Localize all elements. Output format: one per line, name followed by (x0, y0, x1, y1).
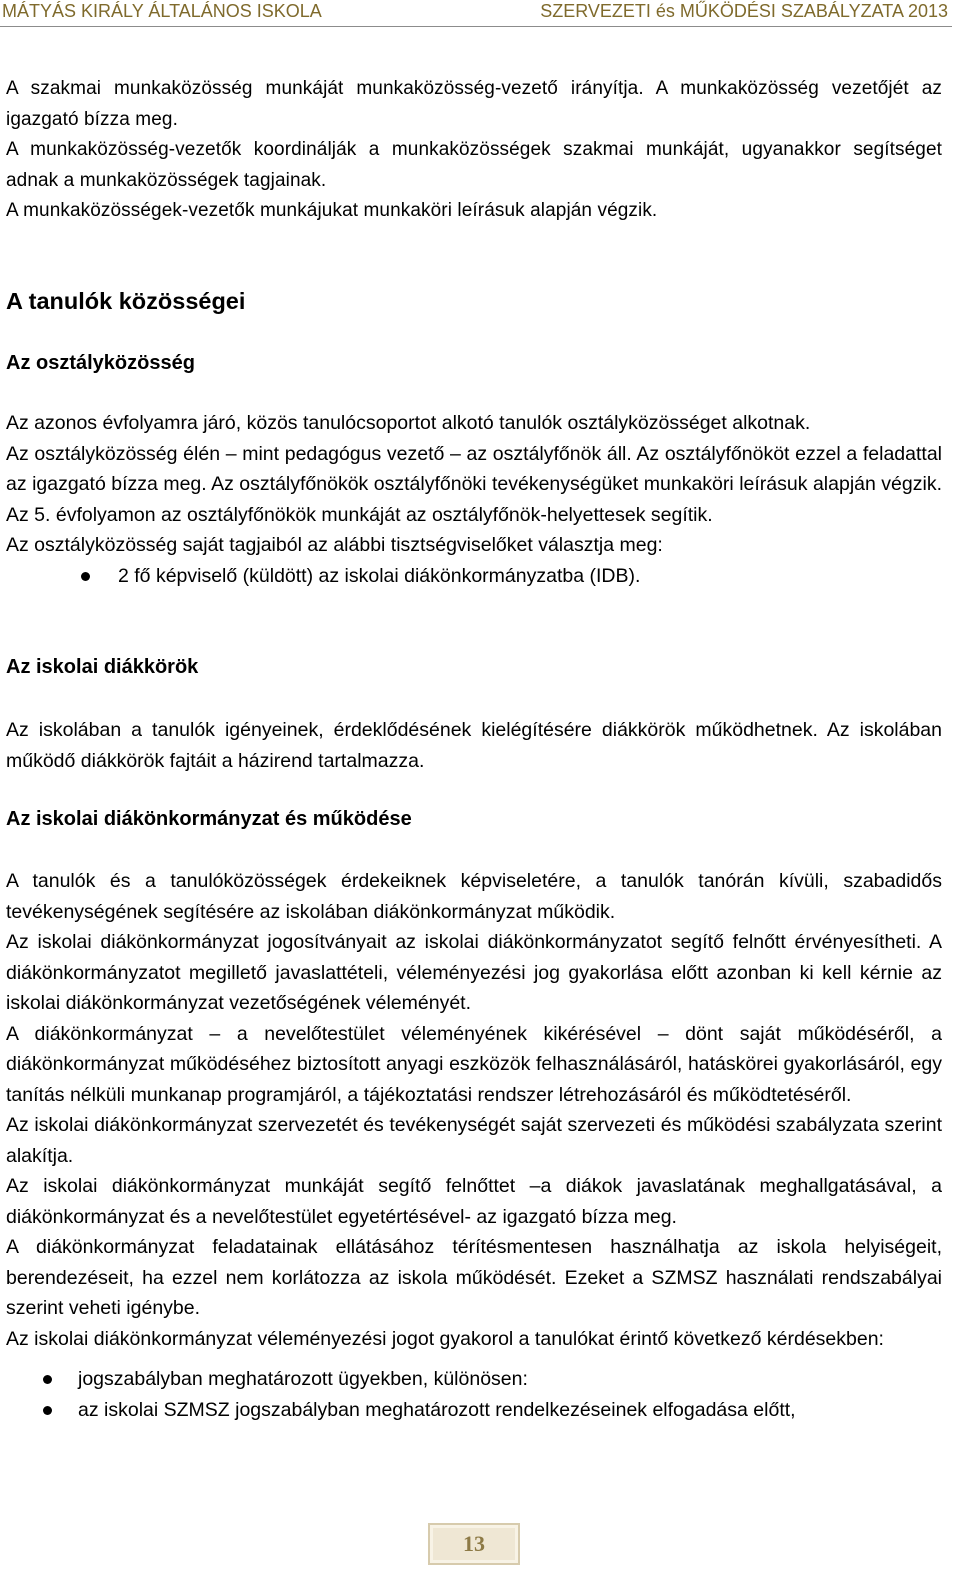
council-paragraph-2: Az iskolai diákönkormányzat jogosítványait az iskolai diákönkormányzatot segítő felnőtt érvényesítheti. A diákönkormányzatot megillető javaslattételi, véleményezési jog gyakorlása előtt azonban ki kell kérnie az iskolai diákönkormányzat vezetőségének véleményét. (6, 931, 942, 1014)
class-community-paragraph-3: Az osztályközösség saját tagjaiból az alábbi tisztségviselőket választja meg: (6, 534, 663, 556)
council-heading-block (6, 808, 942, 831)
council-paragraph-3: A diákönkormányzat – a nevelőtestület véleményének kikérésével – dönt saját működéséről, a diákönkormányzat működéséhez biztosított anyagi eszközök felhasználásáról, hatáskörei gyakorlásáról, egy tanítás nélküli munkanap programjáról, a tájékoztatási rendszer létrehozásáról és működtetéséről. (6, 1022, 942, 1106)
intro-paragraph-1: A szakmai munkaközösség munkáját munkaközösség-vezető irányítja. A munkaközösség vezetőjét az igazgató bízza meg. (6, 78, 942, 130)
class-community-heading-block (6, 352, 942, 375)
intro-section (6, 74, 942, 227)
class-community-paragraph-2: Az osztályközösség élén – mint pedagógus vezető – az osztályfőnök áll. Az osztályfőnököt ezzel a feladattal az igazgató bízza meg. Az osztályfőnökök osztályfőnöki tevékenységüket munkaköri leírásuk alapján végzik. Az 5. évfolyamon az osztályfőnökök munkáját az osztályfőnök-helyettesek segítik. (6, 442, 942, 526)
header-document-title: SZERVEZETI és MŰKÖDÉSI SZABÁLYZATA 2013 (540, 1, 948, 21)
list-item (6, 1364, 942, 1395)
clubs-heading-block (6, 656, 942, 679)
section-title: A tanulók közösségei (6, 288, 246, 314)
council-heading: Az iskolai diákönkormányzat és működése (6, 808, 412, 830)
class-community-heading: Az osztályközösség (6, 352, 195, 374)
list-item-text: az iskolai SZMSZ jogszabályban meghatározott rendelkezéseinek elfogadása előtt, (78, 1398, 796, 1421)
clubs-body (6, 715, 942, 776)
clubs-paragraph-1: Az iskolában a tanulók igényeinek, érdeklődésének kielégítésére diákkörök működhetnek. Az iskolában működő diákkörök fajtáit a házirend tartalmazza. (6, 719, 942, 772)
bullet-icon (43, 1375, 52, 1384)
class-community-list (6, 561, 942, 592)
council-paragraph-5: Az iskolai diákönkormányzat munkáját segítő felnőttet –a diákok javaslatának meghallgatásával, a diákönkormányzat és a nevelőtestület egyetértésével- az igazgató bízza meg. (6, 1175, 942, 1228)
bullet-icon (43, 1406, 52, 1415)
council-paragraph-7: Az iskolai diákönkormányzat véleményezési jogot gyakorol a tanulókat érintő következő kérdésekben: (6, 1327, 884, 1350)
list-item-text: jogszabályban meghatározott ügyekben, különösen: (78, 1368, 528, 1390)
page-number: 13 (428, 1523, 520, 1565)
page-header (0, 0, 952, 27)
list-item (6, 1395, 942, 1426)
clubs-heading: Az iskolai diákkörök (6, 656, 199, 678)
intro-paragraph-3: A munkaközösségek-vezetők munkájukat munkaköri leírásuk alapján végzik. (6, 200, 658, 221)
header-school-name: MÁTYÁS KIRÁLY ÁLTALÁNOS ISKOLA (2, 1, 322, 21)
class-community-paragraph-1: Az azonos évfolyamra járó, közös tanulócsoportot alkotó tanulók osztályközösséget alkotnak. (6, 412, 811, 434)
bullet-icon (81, 572, 90, 581)
council-list (6, 1364, 942, 1425)
council-paragraph-4: Az iskolai diákönkormányzat szervezetét és tevékenységét saját szervezeti és működési szabályzata szerint alakítja. (6, 1114, 942, 1167)
list-item (6, 561, 942, 592)
council-paragraph-1: A tanulók és a tanulóközösségek érdekeiknek képviseletére, a tanulók tanórán kívüli, szabadidős tevékenységének segítésére az iskolában diákönkormányzat működik. (6, 870, 942, 923)
council-paragraph-6: A diákönkormányzat feladatainak ellátásához térítésmentesen használhatja az iskola helyiségeit, berendezéseit, ha ezzel nem korlátozza az iskola működését. Ezeket a SZMSZ használati rendszabályai szerint veheti igénybe. (6, 1236, 942, 1319)
list-item-text: 2 fő képviselő (küldött) az iskolai diákönkormányzatba (IDB). (118, 564, 641, 587)
council-body (6, 866, 942, 1425)
class-community-body (6, 408, 942, 591)
intro-paragraph-2: A munkaközösség-vezetők koordinálják a munkaközösségek szakmai munkáját, ugyanakkor segítséget adnak a munkaközösségek tagjainak. (6, 139, 942, 191)
